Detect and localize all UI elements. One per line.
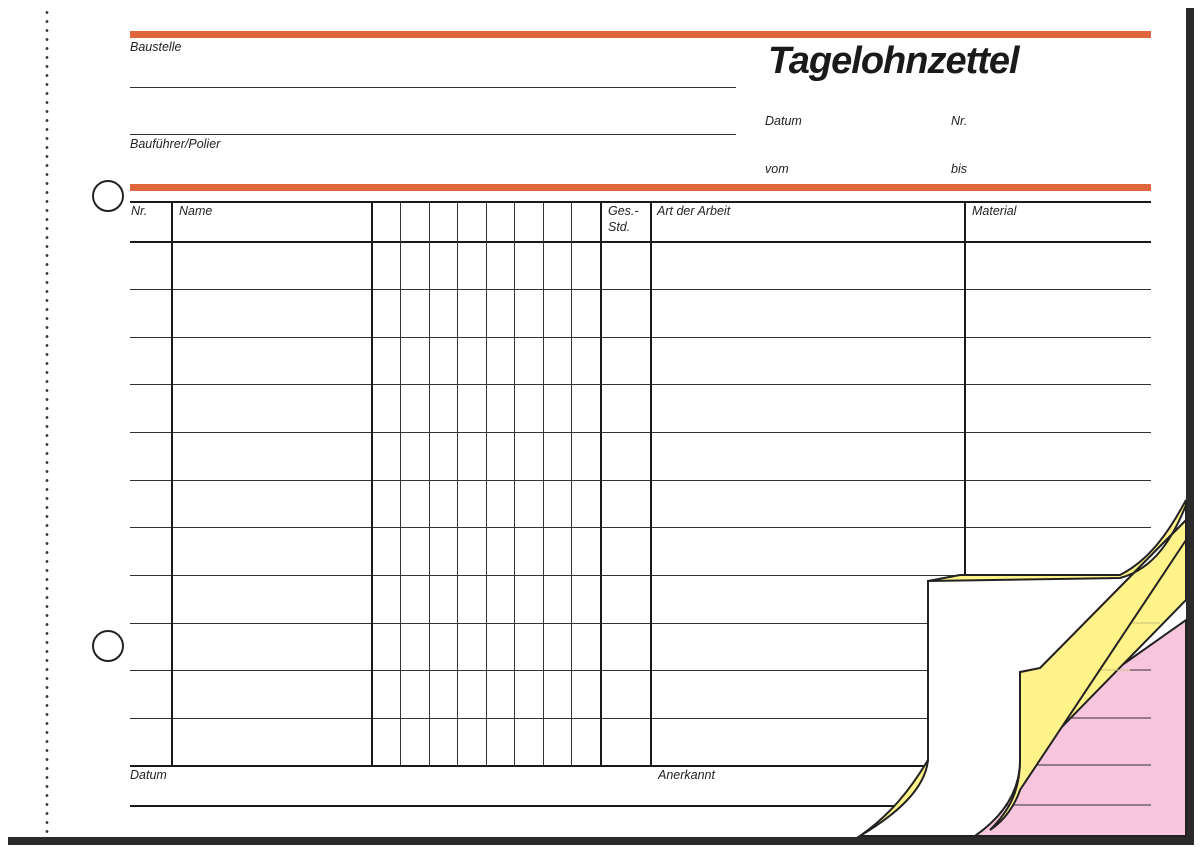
footer-label-datum: Datum bbox=[130, 768, 167, 782]
header-ges-std-line1: Ges.- bbox=[608, 204, 639, 218]
label-bis: bis bbox=[951, 162, 967, 176]
header-material: Material bbox=[972, 204, 1017, 218]
label-baustelle: Baustelle bbox=[130, 40, 182, 54]
header-nr: Nr. bbox=[131, 204, 148, 218]
footer-label-anerkannt: Anerkannt bbox=[658, 768, 715, 782]
form-title: Tagelohnzettel bbox=[768, 40, 1019, 82]
label-vom: vom bbox=[765, 162, 789, 176]
header-art-der-arbeit: Art der Arbeit bbox=[657, 204, 731, 218]
label-bauleiter: Bauführer/Polier bbox=[130, 137, 221, 151]
header-ges-std-line2: Std. bbox=[608, 220, 631, 234]
label-datum: Datum bbox=[765, 114, 802, 128]
label-nr: Nr. bbox=[951, 114, 968, 128]
header-name: Name bbox=[179, 204, 213, 218]
